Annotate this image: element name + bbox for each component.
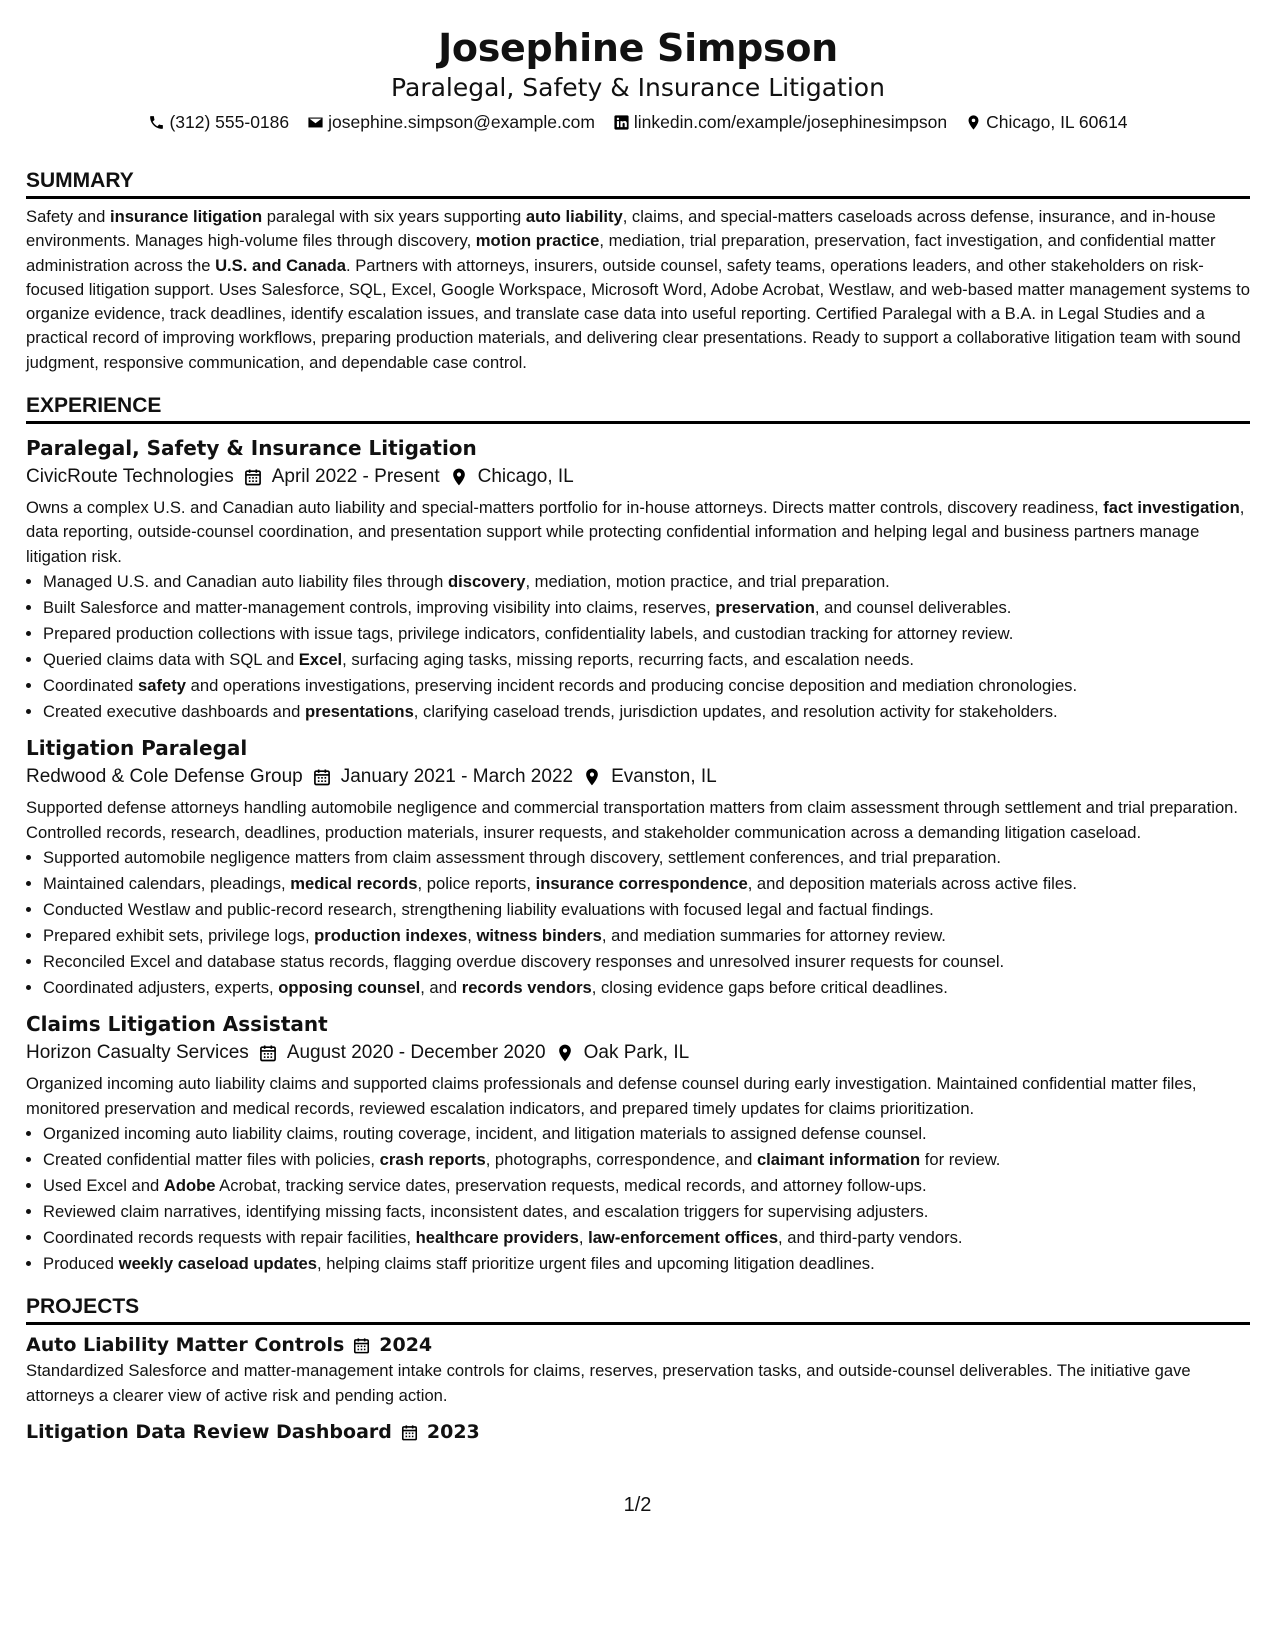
email-text: josephine.simpson@example.com (328, 112, 595, 132)
bold-phrase: fact investigation (1103, 498, 1240, 518)
text-run: Queried claims data with SQL and (43, 649, 299, 669)
bullet-item (43, 949, 1250, 975)
text-run: Produced (43, 1253, 119, 1273)
map-pin-icon (449, 467, 469, 487)
bold-phrase: witness binders (476, 925, 602, 945)
bullet-item (43, 1251, 1250, 1277)
job-dates: August 2020 - December 2020 (286, 1042, 546, 1064)
text-run: , claims, and special-matters caseloads across defense, insurance, and in-house environments. Manages high-volume files through discovery, (26, 207, 1216, 251)
company-name: Horizon Casualty Services (26, 1042, 249, 1064)
text-run: Organized incoming auto liability claims and supported claims professionals and defense counsel during early investigation. Maintained confidential matter files, monitored preservation and medical records, reviewed escalation indicators, and prepared timely updates for claims prioritization. (26, 1074, 1197, 1118)
phone-icon (148, 114, 165, 131)
job-dates: April 2022 - Present (271, 466, 440, 488)
candidate-title: Paralegal, Safety & Insurance Litigation (391, 73, 885, 102)
project-entry (26, 1418, 1250, 1446)
bullet-item (43, 1173, 1250, 1199)
bold-phrase: Excel (298, 649, 343, 669)
text-run: , and mediation summaries for attorney review. (601, 925, 946, 945)
text-run: , surfacing aging tasks, missing reports, recurring facts, and escalation needs. (342, 649, 915, 669)
text-run: , and third-party vendors. (778, 1227, 963, 1247)
text-run: Coordinated (43, 675, 139, 695)
bullet-item (43, 1199, 1250, 1225)
text-run: Used Excel and (43, 1175, 164, 1195)
page-number: 1/2 (623, 1494, 652, 1516)
calendar-icon (352, 1336, 371, 1355)
bullet-item (43, 673, 1250, 699)
text-run: Acrobat, tracking service dates, preservation requests, medical records, and attorney follow-ups. (215, 1175, 927, 1195)
text-run: Reviewed claim narratives, identifying missing facts, inconsistent dates, and escalation triggers for supervising adjusters. (43, 1201, 929, 1221)
text-run: Reconciled Excel and database status records, flagging overdue discovery responses and unresolved insurer requests for counsel. (43, 951, 1005, 971)
text-run: Supported defense attorneys handling automobile negligence and commercial transportation matters from claim assessment through settlement and trial preparation. Controlled records, research, deadlines, production materials, insurer requests, and stakeholder communication across a demanding litigation caseload. (26, 798, 1239, 842)
project-description: Standardized Salesforce and matter-management intake controls for claims, reserves, preservation tasks, and outside-counsel deliverables. The initiative gave attorneys a clearer view of active risk and pending action. (26, 1361, 1191, 1405)
bold-phrase: insurance litigation (109, 207, 263, 226)
bullet-item (43, 1147, 1250, 1173)
text-run: Maintained calendars, pleadings, (43, 873, 291, 893)
projects-heading: PROJECTS (26, 1294, 1250, 1325)
candidate-name: Josephine Simpson (438, 26, 838, 70)
bold-phrase: crash reports (379, 1149, 486, 1169)
calendar-icon (312, 767, 332, 787)
experience-heading: EXPERIENCE (26, 393, 1250, 424)
text-run: , and deposition materials across active files. (747, 873, 1077, 893)
job-location: Oak Park, IL (583, 1042, 690, 1064)
map-pin-icon (582, 767, 602, 787)
text-run: , clarifying caseload trends, jurisdiction updates, and resolution activity for stakeholders. (413, 701, 1058, 721)
text-run: . Partners with attorneys, insurers, outside counsel, safety teams, operations leaders, and other stakeholders on risk-focused litigation support. Uses Salesforce, SQL, Excel, Google Workspace, Microsoft Word, Adobe Acrobat, Westlaw, and web-based matter management systems to organize evidence, track deadlines, identify escalation issues, and translate case data into useful reporting. Certified Paralegal with a B.A. in Legal Studies and a practical record of improving workflows, preparing production materials, and delivering clear presentations. Ready to support a collaborative litigation team with sound judgment, responsive communication, and dependable case control. (26, 255, 1250, 372)
bullet-item (43, 845, 1250, 871)
text-run: , mediation, motion practice, and trial preparation. (525, 571, 890, 591)
linkedin-text: linkedin.com/example/josephinesimpson (633, 112, 948, 132)
calendar-icon (243, 467, 263, 487)
text-run: Prepared exhibit sets, privilege logs, (43, 925, 315, 945)
job-summary (26, 796, 1250, 845)
bold-phrase: records vendors (461, 977, 592, 997)
job-title: Claims Litigation Assistant (26, 1012, 328, 1037)
map-pin-icon (555, 1043, 575, 1063)
text-run: , (578, 1227, 589, 1247)
job-meta (26, 462, 1250, 492)
job-location: Chicago, IL (477, 466, 574, 488)
text-run: Managed U.S. and Canadian auto liability files through (43, 571, 448, 591)
envelope-icon (307, 114, 324, 131)
job-bullets (26, 569, 1250, 724)
bullet-item (43, 1225, 1250, 1251)
contact-bar (26, 110, 1250, 134)
linkedin-icon (613, 114, 630, 131)
job-title: Litigation Paralegal (26, 736, 248, 761)
calendar-icon (258, 1043, 278, 1063)
bold-phrase: weekly caseload updates (118, 1253, 317, 1273)
location-text: Chicago, IL 60614 (986, 112, 1128, 132)
text-run: , (467, 925, 477, 945)
bold-phrase: safety (138, 675, 186, 695)
summary-heading: SUMMARY (26, 168, 1250, 199)
bold-phrase: insurance correspondence (535, 873, 748, 893)
job-summary (26, 1072, 1250, 1121)
text-run: for review. (920, 1149, 1001, 1169)
job-title: Paralegal, Safety & Insurance Litigation (26, 436, 477, 461)
text-run: , police reports, (417, 873, 536, 893)
bullet-item (43, 975, 1250, 1001)
company-name: Redwood & Cole Defense Group (26, 766, 303, 788)
summary-text (26, 205, 1250, 375)
text-run: Supported automobile negligence matters from claim assessment through discovery, settlement conferences, and trial preparation. (43, 848, 1002, 867)
projects-list (26, 1331, 1250, 1446)
text-run: , data reporting, outside-counsel coordination, and presentation support while protecting confidential information and helping legal and business partners manage litigation risk. (26, 498, 1245, 566)
bold-phrase: U.S. and Canada (215, 255, 347, 275)
text-run: Built Salesforce and matter-management controls, improving visibility into claims, reserves, (43, 597, 716, 617)
bullet-item (43, 923, 1250, 949)
bold-phrase: auto liability (525, 207, 623, 226)
job-location: Evanston, IL (611, 766, 717, 788)
company-name: CivicRoute Technologies (26, 466, 234, 488)
text-run: Organized incoming auto liability claims, routing coverage, incident, and litigation materials to assigned defense counsel. (43, 1124, 927, 1144)
text-run: , photographs, correspondence, and (485, 1149, 757, 1169)
job-entry (26, 434, 1250, 724)
bold-phrase: presentations (304, 701, 414, 721)
project-entry (26, 1331, 1250, 1408)
project-year: 2023 (426, 1421, 480, 1444)
project-header (26, 1418, 1250, 1446)
bullet-item (43, 1121, 1250, 1147)
contact-phone[interactable] (148, 110, 289, 134)
experience-list (26, 434, 1250, 1276)
bullet-item (43, 569, 1250, 595)
resume-page (26, 0, 1250, 1446)
bold-phrase: medical records (290, 873, 418, 893)
text-run: Coordinated records requests with repair facilities, (43, 1227, 416, 1247)
text-run: , mediation, trial preparation, preservation, fact investigation, and confidential matter administration across the (26, 231, 1216, 275)
job-meta (26, 1038, 1250, 1068)
project-year: 2024 (379, 1334, 433, 1357)
bold-phrase: healthcare providers (415, 1227, 579, 1247)
text-run: Created confidential matter files with policies, (43, 1149, 380, 1169)
phone-text: (312) 555-0186 (169, 112, 290, 132)
text-run: and operations investigations, preserving incident records and producing concise deposition and mediation chronologies. (186, 675, 1078, 695)
text-run: Safety and (26, 207, 110, 226)
bold-phrase: claimant information (756, 1149, 921, 1169)
contact-location (965, 110, 1127, 134)
text-run: Owns a complex U.S. and Canadian auto liability and special-matters portfolio for in-house attorneys. Directs matter controls, discovery readiness, (26, 498, 1104, 518)
bold-phrase: law-enforcement offices (588, 1227, 779, 1247)
bold-phrase: opposing counsel (278, 977, 421, 997)
map-pin-icon (965, 114, 982, 131)
text-run: Coordinated adjusters, experts, (43, 977, 279, 997)
job-entry (26, 734, 1250, 1000)
contact-email[interactable] (307, 110, 595, 134)
job-bullets (26, 845, 1250, 1000)
job-summary (26, 496, 1250, 569)
contact-linkedin[interactable] (613, 110, 947, 134)
job-bullets (26, 1121, 1250, 1276)
calendar-icon (400, 1423, 419, 1442)
text-run: Prepared production collections with issue tags, privilege indicators, confidentiality labels, and custodian tracking for attorney review. (43, 623, 1014, 643)
project-header (26, 1331, 1250, 1359)
job-dates: January 2021 - March 2022 (340, 766, 574, 788)
bullet-item (43, 897, 1250, 923)
bullet-item (43, 699, 1250, 725)
bold-phrase: preservation (715, 597, 815, 617)
project-title: Litigation Data Review Dashboard (26, 1421, 392, 1444)
bullet-item (43, 621, 1250, 647)
text-run: paralegal with six years supporting (262, 207, 526, 226)
bold-phrase: Adobe (163, 1175, 216, 1195)
text-run: Created executive dashboards and (43, 701, 305, 721)
text-run: , and counsel deliverables. (814, 597, 1012, 617)
bullet-item (43, 595, 1250, 621)
text-run: , closing evidence gaps before critical deadlines. (591, 977, 948, 997)
project-title: Auto Liability Matter Controls (26, 1334, 345, 1357)
text-run: , helping claims staff prioritize urgent files and upcoming litigation deadlines. (316, 1253, 875, 1273)
resume-header (26, 0, 1250, 134)
bullet-item (43, 871, 1250, 897)
bold-phrase: production indexes (314, 925, 468, 945)
job-meta (26, 762, 1250, 792)
bold-phrase: motion practice (475, 231, 600, 251)
bold-phrase: discovery (447, 571, 526, 591)
bullet-item (43, 647, 1250, 673)
job-entry (26, 1010, 1250, 1276)
text-run: , and (420, 977, 462, 997)
text-run: Conducted Westlaw and public-record research, strengthening liability evaluations with focused legal and factual findings. (43, 899, 934, 919)
